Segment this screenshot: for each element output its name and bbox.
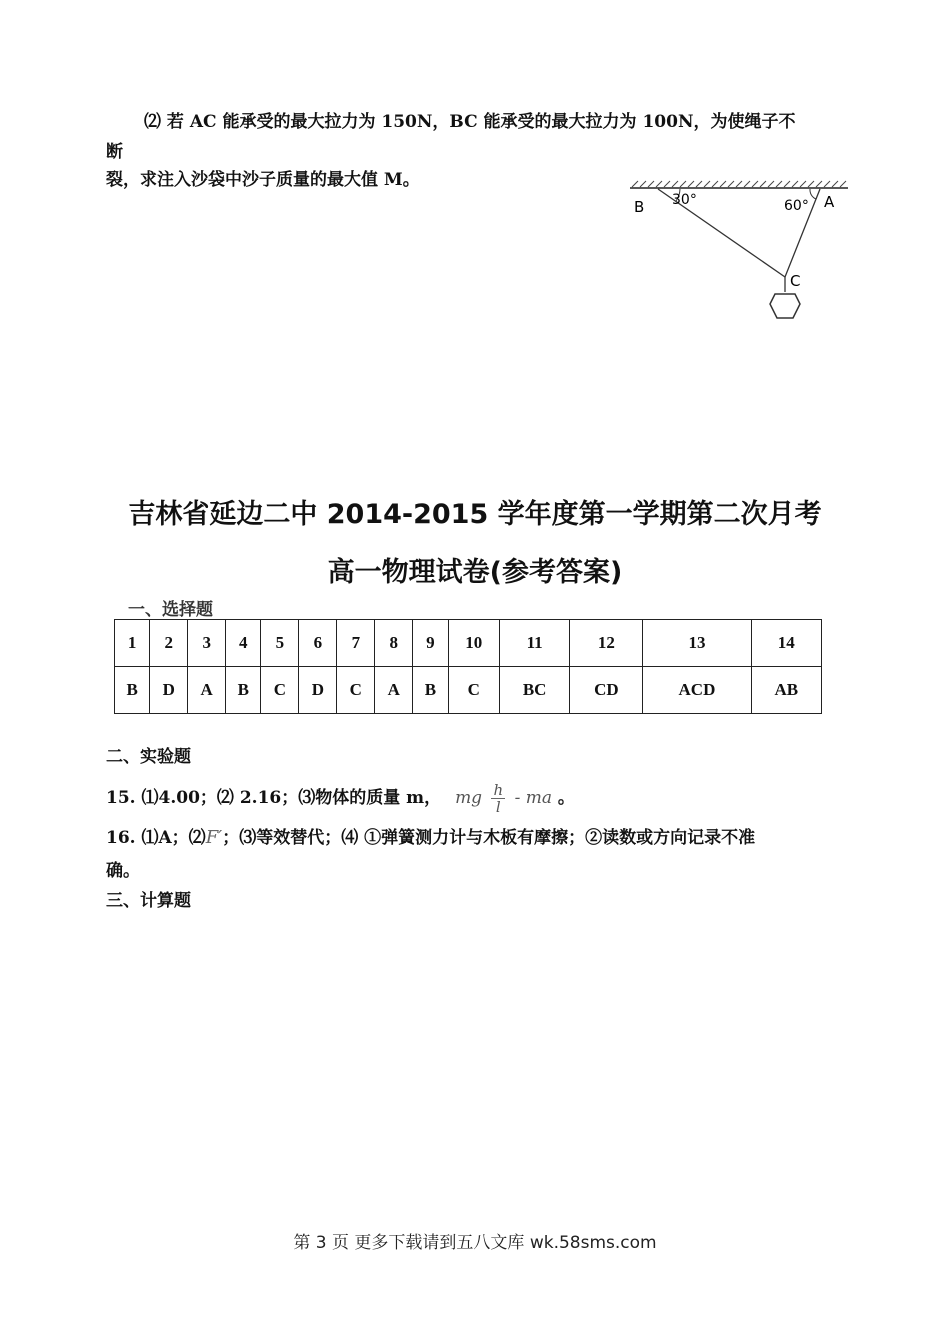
answer-number: 7 xyxy=(337,620,375,667)
sandbag-icon xyxy=(770,294,800,318)
page-title: 吉林省延边二中 2014-2015 学年度第一学期第二次月考 xyxy=(128,499,822,530)
answer-key: B xyxy=(226,667,261,714)
question-2-line-1-wrap: 断 xyxy=(106,142,123,162)
answer-15-formula xyxy=(455,782,552,815)
answer-key: BC xyxy=(499,667,569,714)
rope-sandbag-diagram xyxy=(628,180,850,325)
answer-number: 5 xyxy=(261,620,299,667)
answer-number: 1 xyxy=(115,620,150,667)
ceiling-hatch xyxy=(632,181,846,187)
label-c: C xyxy=(790,272,801,290)
answer-15-end: 。 xyxy=(557,788,575,808)
answer-number: 14 xyxy=(751,620,821,667)
angle-label-a: 60° xyxy=(784,198,809,214)
answer-key: C xyxy=(261,667,299,714)
answer-key: A xyxy=(188,667,226,714)
answer-key: B xyxy=(413,667,448,714)
answer-number: 11 xyxy=(499,620,569,667)
angle-label-b: 30° xyxy=(672,192,697,208)
answer-key: D xyxy=(299,667,337,714)
answer-key: A xyxy=(375,667,413,714)
answer-16 xyxy=(106,826,755,850)
formula-numerator: h xyxy=(493,781,504,799)
answer-number: 6 xyxy=(299,620,337,667)
answer-16-text-1: 16. ⑴A；⑵ xyxy=(106,828,206,848)
section-heading-choice: 一、选择题 xyxy=(128,600,213,620)
answer-16-text-2: ；⑶等效替代；⑷ ①弹簧测力计与木板有摩擦；②读数或方向记录不准 xyxy=(222,828,756,848)
answer-key: B xyxy=(115,667,150,714)
answer-key-row xyxy=(115,667,822,714)
answer-number: 13 xyxy=(643,620,751,667)
answer-16-fprime: F′ xyxy=(205,827,223,848)
answer-number: 10 xyxy=(448,620,499,667)
answer-number: 4 xyxy=(226,620,261,667)
answer-number: 12 xyxy=(570,620,643,667)
answer-number: 8 xyxy=(375,620,413,667)
formula-fraction xyxy=(491,782,505,815)
answer-key: C xyxy=(448,667,499,714)
label-a: A xyxy=(824,193,835,211)
answer-16-line-2: 确。 xyxy=(106,861,140,881)
answer-key: C xyxy=(337,667,375,714)
formula-rest: - ma xyxy=(514,788,552,808)
answer-key: ACD xyxy=(643,667,751,714)
answer-key: D xyxy=(150,667,188,714)
answer-number: 2 xyxy=(150,620,188,667)
label-b: B xyxy=(634,198,645,216)
page-subtitle: 高一物理试卷(参考答案) xyxy=(327,557,623,588)
answer-number-row xyxy=(115,620,822,667)
angle-arc-a xyxy=(810,189,816,199)
answer-15 xyxy=(106,782,575,815)
section-heading-experiment: 二、实验题 xyxy=(106,747,191,767)
page-footer: 第 3 页 更多下载请到五八文库 wk.58sms.com xyxy=(293,1233,657,1253)
answer-number: 9 xyxy=(413,620,448,667)
formula-mg: mg xyxy=(455,788,483,808)
question-2-line-1: ⑵ 若 AC 能承受的最大拉力为 150N，BC 能承受的最大拉力为 100N，为使绳子不 xyxy=(144,112,796,132)
question-2-line-2: 裂，求注入沙袋中沙子质量的最大值 M。 xyxy=(106,170,420,190)
section-heading-calculation: 三、计算题 xyxy=(106,891,191,911)
answer-table xyxy=(114,619,822,714)
answer-key: CD xyxy=(570,667,643,714)
answer-15-text: 15. ⑴4.00；⑵ 2.16；⑶物体的质量 m， xyxy=(106,788,442,808)
answer-number: 3 xyxy=(188,620,226,667)
formula-denominator: l xyxy=(495,798,501,816)
answer-key: AB xyxy=(751,667,821,714)
